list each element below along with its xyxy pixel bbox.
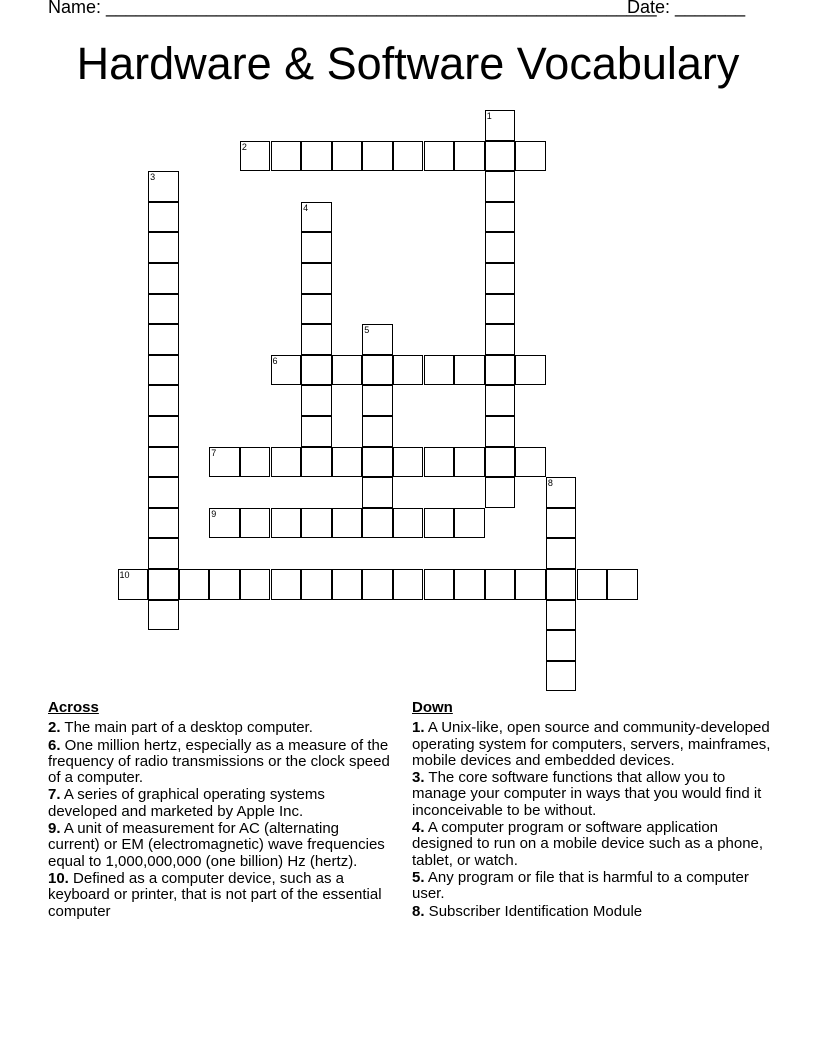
- crossword-cell[interactable]: [301, 416, 332, 447]
- crossword-cell[interactable]: [148, 355, 179, 386]
- crossword-cell[interactable]: [362, 447, 393, 478]
- crossword-cell[interactable]: [485, 110, 516, 141]
- crossword-cell[interactable]: [332, 141, 363, 172]
- crossword-cell[interactable]: [485, 416, 516, 447]
- clue-text: Any program or file that is harmful to a computer user.: [412, 868, 749, 903]
- crossword-cell[interactable]: [485, 324, 516, 355]
- crossword-cell[interactable]: [209, 569, 240, 600]
- across-clue: [48, 720, 393, 736]
- clue-number: 5.: [412, 868, 425, 886]
- crossword-cell[interactable]: [546, 569, 577, 600]
- cell-number: 3: [150, 172, 156, 183]
- crossword-cell[interactable]: [362, 508, 393, 539]
- crossword-cell[interactable]: [148, 416, 179, 447]
- crossword-cell[interactable]: [607, 569, 638, 600]
- crossword-cell[interactable]: [148, 294, 179, 325]
- crossword-cell[interactable]: [301, 508, 332, 539]
- crossword-cell[interactable]: [485, 385, 516, 416]
- cell-number: 8: [547, 478, 553, 489]
- crossword-cell[interactable]: [393, 569, 424, 600]
- crossword-cell[interactable]: [240, 141, 271, 172]
- crossword-cell[interactable]: [424, 508, 455, 539]
- crossword-cell[interactable]: [148, 385, 179, 416]
- down-clue: [412, 904, 777, 920]
- clue-text: The core software functions that allow you to manage your computer in ways that you would find it inconceivable to be without.: [412, 769, 762, 819]
- crossword-cell[interactable]: [148, 232, 179, 263]
- crossword-cell[interactable]: [424, 569, 455, 600]
- crossword-cell[interactable]: [362, 477, 393, 508]
- crossword-cell[interactable]: [362, 324, 393, 355]
- crossword-cell[interactable]: [332, 569, 363, 600]
- crossword-cell[interactable]: [301, 141, 332, 172]
- cell-number: 10: [119, 570, 130, 580]
- crossword-cell[interactable]: [362, 569, 393, 600]
- crossword-cell[interactable]: [118, 569, 149, 600]
- clue-number: 6.: [48, 736, 61, 754]
- crossword-cell[interactable]: [148, 447, 179, 478]
- across-clue: [48, 738, 393, 787]
- crossword-cell[interactable]: [148, 508, 179, 539]
- crossword-cell[interactable]: [362, 355, 393, 386]
- crossword-cell[interactable]: [454, 508, 485, 539]
- down-clue: [412, 720, 777, 769]
- crossword-cell[interactable]: [485, 263, 516, 294]
- crossword-cell[interactable]: [148, 477, 179, 508]
- crossword-cell[interactable]: [301, 447, 332, 478]
- crossword-cell[interactable]: [577, 569, 608, 600]
- crossword-cell[interactable]: [424, 447, 455, 478]
- crossword-cell[interactable]: [271, 141, 302, 172]
- crossword-cell[interactable]: [485, 355, 516, 386]
- crossword-cell[interactable]: [485, 202, 516, 233]
- crossword-cell[interactable]: [454, 141, 485, 172]
- crossword-cell[interactable]: [424, 355, 455, 386]
- crossword-cell[interactable]: [209, 447, 240, 478]
- crossword-cell[interactable]: [515, 569, 546, 600]
- across-clue: [48, 787, 393, 820]
- crossword-cell[interactable]: [454, 569, 485, 600]
- crossword-cell[interactable]: [393, 141, 424, 172]
- crossword-cell[interactable]: [209, 508, 240, 539]
- clue-number: 1.: [412, 719, 425, 737]
- crossword-cell[interactable]: [271, 355, 302, 386]
- crossword-cell[interactable]: [362, 385, 393, 416]
- name-field[interactable]: Name: _______________________________________________________: [48, 0, 657, 17]
- clue-text: One million hertz, especially as a measure of the frequency of radio transmissions or the clock speed of a computer.: [48, 736, 390, 787]
- clue-number: 2.: [48, 719, 61, 737]
- crossword-cell[interactable]: [515, 447, 546, 478]
- crossword-cell[interactable]: [546, 661, 577, 692]
- crossword-cell[interactable]: [485, 477, 516, 508]
- crossword-cell[interactable]: [271, 569, 302, 600]
- crossword-cell[interactable]: [301, 355, 332, 386]
- clue-text: A computer program or software application designed to run on a mobile device such as a phone, tablet, or watch.: [412, 819, 764, 869]
- crossword-cell[interactable]: [271, 447, 302, 478]
- crossword-cell[interactable]: [515, 141, 546, 172]
- down-clue: [412, 870, 777, 903]
- down-clue: [412, 820, 777, 869]
- clue-number: 8.: [412, 902, 425, 920]
- crossword-cell[interactable]: [148, 263, 179, 294]
- crossword-cell[interactable]: [546, 477, 577, 508]
- clue-number: 10.: [48, 869, 69, 887]
- crossword-cell[interactable]: [485, 294, 516, 325]
- crossword-cell[interactable]: [240, 569, 271, 600]
- clue-text: A unit of measurement for AC (alternating current) or EM (electromagnetic) wave frequencies equal to 1,000,000,000 (one billion) Hz (hertz).: [48, 820, 385, 870]
- clue-number: 4.: [412, 819, 425, 837]
- down-clue: [412, 770, 777, 819]
- clue-number: 7.: [48, 786, 61, 804]
- clue-text: A Unix-like, open source and community-developed operating system for computers, servers, mainframes, mobile devices and embedded devices.: [412, 719, 771, 769]
- crossword-cell[interactable]: [301, 294, 332, 325]
- across-clues: [48, 700, 393, 921]
- crossword-cell[interactable]: [148, 171, 179, 202]
- clue-text: The main part of a desktop computer.: [60, 719, 313, 737]
- crossword-cell[interactable]: [332, 508, 363, 539]
- crossword-cell[interactable]: [546, 508, 577, 539]
- crossword-cell[interactable]: [485, 141, 516, 172]
- crossword-cell[interactable]: [393, 508, 424, 539]
- crossword-cell[interactable]: [301, 324, 332, 355]
- down-clues: [412, 700, 777, 921]
- cell-number: 1: [486, 111, 492, 121]
- cell-number: 6: [272, 355, 278, 366]
- clue-text: A series of graphical operating systems developed and marketed by Apple Inc.: [48, 786, 325, 820]
- crossword-cell[interactable]: [546, 630, 577, 661]
- down-heading: Down: [412, 699, 453, 716]
- crossword-cell[interactable]: [546, 538, 577, 569]
- page-title: Hardware & Software Vocabulary: [76, 38, 740, 89]
- crossword-cell[interactable]: [301, 232, 332, 263]
- cell-number: 2: [241, 141, 247, 152]
- cell-number: 5: [364, 325, 370, 336]
- clue-number: 9.: [48, 820, 61, 838]
- cell-number: 7: [211, 447, 217, 458]
- crossword-cell[interactable]: [240, 508, 271, 539]
- cell-number: 9: [211, 508, 217, 519]
- crossword-cell[interactable]: [301, 385, 332, 416]
- crossword-cell[interactable]: [454, 447, 485, 478]
- crossword-cell[interactable]: [362, 416, 393, 447]
- across-clue: [48, 821, 393, 870]
- date-field[interactable]: Date: _______: [627, 0, 746, 17]
- across-heading: Across: [48, 699, 99, 716]
- crossword-cell[interactable]: [424, 141, 455, 172]
- crossword-cell[interactable]: [148, 538, 179, 569]
- cell-number: 4: [303, 202, 309, 213]
- crossword-cell[interactable]: [179, 569, 210, 600]
- crossword-cell[interactable]: [271, 508, 302, 539]
- crossword-cell[interactable]: [362, 141, 393, 172]
- crossword-cell[interactable]: [240, 447, 271, 478]
- crossword-cell[interactable]: [546, 600, 577, 631]
- crossword-cell[interactable]: [454, 355, 485, 386]
- crossword-cell[interactable]: [393, 447, 424, 478]
- crossword-cell[interactable]: [301, 202, 332, 233]
- crossword-cell[interactable]: [485, 232, 516, 263]
- crossword-cell[interactable]: [393, 355, 424, 386]
- clue-number: 3.: [412, 769, 425, 787]
- crossword-cell[interactable]: [148, 324, 179, 355]
- crossword-cell[interactable]: [301, 263, 332, 294]
- crossword-cell[interactable]: [485, 447, 516, 478]
- crossword-cell[interactable]: [148, 600, 179, 631]
- across-clue: [48, 871, 393, 920]
- crossword-cell[interactable]: [485, 171, 516, 202]
- crossword-cell[interactable]: [515, 355, 546, 386]
- crossword-cell[interactable]: [148, 202, 179, 233]
- crossword-cell[interactable]: [332, 355, 363, 386]
- crossword-cell[interactable]: [148, 569, 179, 600]
- crossword-cell[interactable]: [301, 569, 332, 600]
- crossword-cell[interactable]: [332, 447, 363, 478]
- clue-text: Defined as a computer device, such as a keyboard or printer, that is not part of the essential computer: [48, 869, 382, 920]
- crossword-cell[interactable]: [485, 569, 516, 600]
- clue-text: Subscriber Identification Module: [424, 902, 643, 920]
